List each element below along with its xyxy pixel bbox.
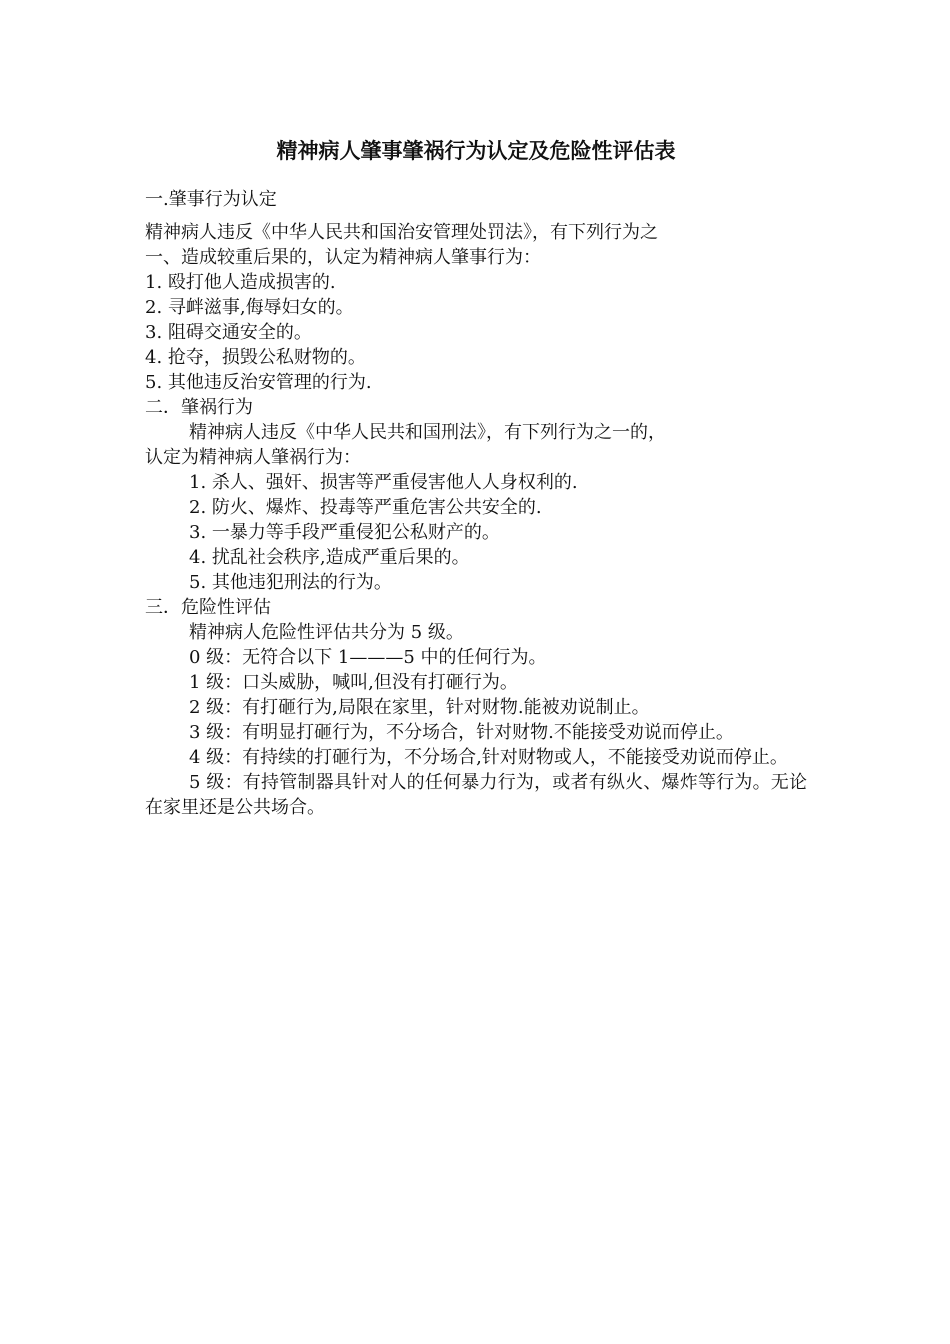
risk-level-0: 0 级：无符合以下 1———5 中的任何行为。	[189, 647, 547, 668]
risk-level-3: 3 级：有明显打砸行为，不分场合，针对财物.不能接受劝说而停止。	[189, 722, 734, 743]
section2-item: 4. 扰乱社会秩序,造成严重后果的。	[189, 547, 470, 568]
section2-heading: 二．肇祸行为	[145, 397, 253, 418]
section1-item: 5. 其他违反治安管理的行为.	[145, 372, 372, 393]
section2-item: 3. 一暴力等手段严重侵犯公私财产的。	[189, 522, 500, 543]
risk-level-4: 4 级：有持续的打砸行为，不分场合,针对财物或人，不能接受劝说而停止。	[189, 747, 788, 768]
risk-level-5: 5 级：有持管制器具针对人的任何暴力行为，或者有纵火、爆炸等行为。无论在家里还是公共场合。	[145, 772, 807, 818]
section2-intro-line2: 认定为精神病人肇祸行为：	[145, 447, 361, 468]
section2-item: 5. 其他违犯刑法的行为。	[189, 572, 392, 593]
risk-level-2: 2 级：有打砸行为,局限在家里，针对财物.能被劝说制止。	[189, 697, 650, 718]
section1-item: 1. 殴打他人造成损害的.	[145, 272, 336, 293]
section1-intro-line2: 一、造成较重后果的，认定为精神病人肇事行为：	[145, 247, 541, 268]
section3-intro: 精神病人危险性评估共分为 5 级。	[189, 622, 464, 643]
section3-heading: 三．危险性评估	[145, 597, 271, 618]
risk-level-1: 1 级：口头威胁，喊叫,但没有打砸行为。	[189, 672, 518, 693]
section1-item: 2. 寻衅滋事,侮辱妇女的。	[145, 297, 354, 318]
section2-item: 2. 防火、爆炸、投毒等严重危害公共安全的.	[189, 497, 542, 518]
section1-item: 4. 抢夺，损毁公私财物的。	[145, 347, 366, 368]
section2-item: 1. 杀人、强奸、损害等严重侵害他人人身权利的.	[189, 472, 578, 493]
document-title: 精神病人肇事肇祸行为认定及危险性评估表	[276, 138, 676, 163]
section1-heading: 一.肇事行为认定	[145, 189, 277, 210]
document-body	[145, 185, 807, 820]
section2-intro-line1: 精神病人违反《中华人民共和国刑法》，有下列行为之一的，	[189, 422, 666, 443]
section1-intro-line1: 精神病人违反《中华人民共和国治安管理处罚法》，有下列行为之	[145, 222, 658, 243]
section1-item: 3. 阻碍交通安全的。	[145, 322, 312, 343]
